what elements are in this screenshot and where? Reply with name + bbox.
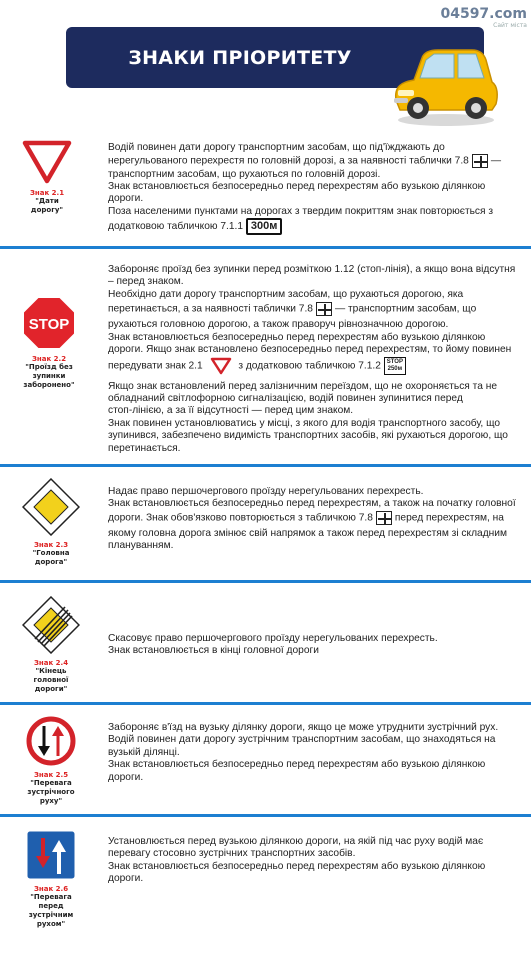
distance-plate: 300м — [246, 218, 283, 235]
text-line: Знак встановлюється в кінці головної дороги — [108, 645, 319, 657]
text-line: рухаються головною дорогою, а також праворуч рівнозначною дорогою. — [108, 319, 449, 331]
text-line: Забороняє проїзд без зупинки перед розміткою 1.12 (стоп-лінія), а якщо вона відсутня — [108, 264, 516, 275]
text-line: стоп-лінією, а за її відсутності — перед цим знаком. — [108, 405, 354, 417]
text-line: Знак встановлюється безпосередньо перед перехрестям або вузькою ділянкою — [108, 759, 486, 771]
sign-2-3 — [18, 478, 84, 567]
text-line: Знак встановлюється безпосередньо перед перехрестям, а також на початку головної — [108, 498, 516, 510]
text-line: Установлюється перед вузькою ділянкою дороги, на якій під час руху водій має — [108, 836, 484, 847]
badge-bottom: 250м — [387, 365, 403, 372]
text-line: Поза населеними пунктами на дорогах з твердим покриттям знак повторюється з — [108, 205, 494, 217]
sign-name: "Проїзд без зупинки заборонено" — [23, 363, 75, 389]
sign-number: Знак 2.1 — [29, 189, 65, 197]
text-line: Водій повинен дати дорогу зустрічним транспортним засобам, що знаходяться на — [108, 734, 496, 746]
text-line: перевагу стосовно зустрічних транспортних засобів. — [108, 848, 356, 860]
sign-2-1-description — [108, 142, 513, 235]
divider — [0, 814, 531, 817]
stop-sign-icon — [22, 296, 76, 350]
text-line: Необхідно дати дорогу транспортним засобам, що рухаються дорогою, яка — [108, 288, 464, 300]
text-line: нерегульованого перехрестя по головній дорозі, а за наявності таблички 7.8 — [108, 156, 469, 168]
sign-2-5-description — [108, 722, 518, 784]
text-line: дороги. Якщо знак встановлено безпосередньо перед перехрестям, то йому повинен — [108, 344, 512, 356]
text-line: перетинається, а за наявності таблички 7.8 — [108, 303, 313, 315]
end-priority-road-sign-icon — [22, 596, 80, 654]
sign-2-6-description — [108, 836, 518, 886]
text-line: Знак встановлюється безпосередньо перед перехрестям або вузькою ділянкою — [108, 331, 486, 343]
badge-top: STOP — [386, 358, 403, 365]
text-line: Знак встановлюється безпосередньо перед перехрестям або вузькою ділянкою — [108, 180, 486, 192]
sign-2-4-description — [108, 633, 518, 658]
sign-number: Знак 2.4 — [33, 659, 69, 667]
sign-name: "Головна дорога" — [32, 549, 70, 566]
text-line: Надає право першочергового проїзду нерегульованих перехресть. — [108, 486, 424, 497]
divider — [0, 464, 531, 467]
watermark-sub: Сайт міста — [493, 22, 527, 29]
sign-number: Знак 2.6 — [33, 885, 69, 893]
sign-name: "Дати дорогу" — [30, 197, 64, 214]
text-line: перед перехрестям, на — [394, 512, 504, 524]
divider — [0, 702, 531, 705]
sign-2-4 — [18, 596, 84, 694]
sign-number: Знак 2.2 — [31, 355, 67, 363]
text-line: обладнаний світлофорною сигналізацією, водій повинен зупинитися перед — [108, 392, 463, 404]
plate-7-8-icon — [472, 154, 488, 168]
divider — [0, 580, 531, 583]
sign-2-2-description — [108, 264, 518, 455]
text-line: – перед знаком. — [108, 276, 184, 288]
text-line: з додатковою табличкою 7.1.2 — [238, 360, 381, 372]
stop-sign-text: STOP — [28, 316, 70, 333]
text-line: Забороняє в'їзд на вузьку ділянку дороги, якщо це може утруднити зустрічний рух. — [108, 722, 499, 733]
sign-2-5 — [18, 716, 84, 806]
stop-distance-plate — [384, 357, 406, 375]
text-line: плануванням. — [108, 540, 174, 552]
text-line: зупинився, забезпечено видимість транспортних засобів, які рухаються дорогою, що — [108, 430, 508, 442]
car-icon — [388, 42, 500, 128]
text-line: Водій повинен дати дорогу транспортним засобам, що під'їжджають до — [108, 142, 445, 153]
page-title: ЗНАКИ ПРІОРИТЕТУ — [128, 46, 352, 69]
text-line: вузькій ділянці. — [108, 746, 180, 758]
plate-7-8-icon — [376, 511, 392, 525]
text-line: якому головна дорога змінює свій напрямок а також перед перехрестям зі складним — [108, 527, 507, 539]
sign-number: Знак 2.5 — [33, 771, 69, 779]
oncoming-priority-sign-icon — [26, 716, 76, 766]
text-line: передувати знак 2.1 — [108, 360, 203, 372]
text-line: дороги. — [108, 771, 144, 783]
text-line: дороги. — [108, 873, 144, 885]
sign-2-6 — [18, 830, 84, 929]
text-line: Якщо знак встановлений перед залізничним переїздом, що не охороняється та не — [108, 380, 497, 392]
watermark-site: 04597.com — [440, 6, 527, 22]
yield-sign-small-icon — [210, 357, 232, 375]
priority-road-sign-icon — [22, 478, 80, 536]
text-line: — транспортним засобам, що — [334, 303, 477, 315]
text-line: Знак встановлюється безпосередньо перед перехрестям або вузькою ділянкою — [108, 860, 486, 872]
yield-sign-icon — [22, 140, 72, 184]
text-line: додатковою табличкою 7.1.1 — [108, 221, 244, 233]
text-line: Знак повинен установлюватись у місці, з якого для водія транспортного засобу, що — [108, 417, 501, 429]
sign-name: "Перевага перед зустрічним рухом" — [28, 893, 74, 928]
sign-number: Знак 2.3 — [33, 541, 69, 549]
text-line: Скасовує право першочергового проїзду нерегульованих перехресть. — [108, 633, 438, 644]
sign-2-1 — [18, 140, 76, 215]
text-line: дороги. — [108, 193, 144, 205]
site-watermark — [440, 6, 527, 29]
divider — [0, 246, 531, 249]
sign-2-3-description — [108, 486, 518, 553]
text-line: дороги. Знак обов'язково повторюється з табличкою 7.8 — [108, 512, 373, 524]
sign-2-2 — [14, 296, 84, 390]
sign-name: "Кінець головної дороги" — [33, 667, 69, 693]
priority-over-oncoming-sign-icon — [26, 830, 76, 880]
text-line: — транспортним засобам, що рухаються по головній дорозі. — [108, 156, 502, 180]
sign-name: "Перевага зустрічного руху" — [27, 779, 75, 805]
text-line: перетинається. — [108, 442, 181, 454]
plate-7-8-icon — [316, 302, 332, 316]
